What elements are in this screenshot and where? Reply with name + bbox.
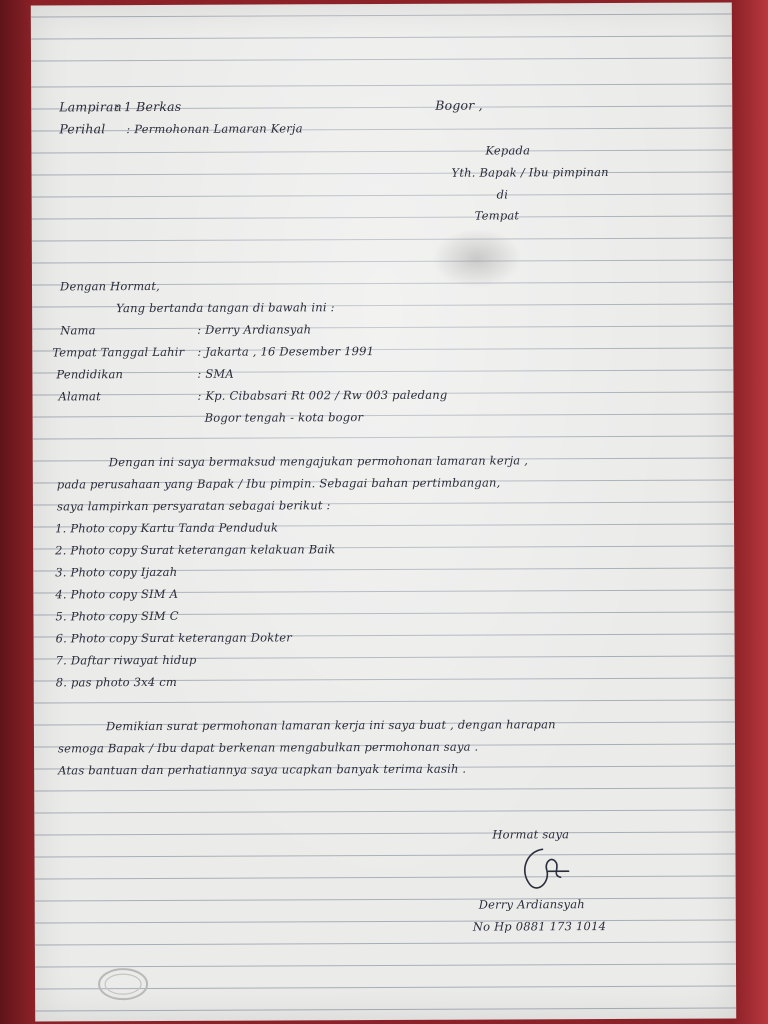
- identity-label-alamat: Alamat: [58, 389, 101, 404]
- recipient-di: di: [496, 187, 509, 202]
- place-date: Bogor ,: [435, 97, 483, 113]
- recipient-addressee: Yth. Bapak / Ibu pimpinan: [451, 165, 609, 180]
- identity-label-nama: Nama: [60, 323, 96, 338]
- body-line-1: Dengan ini saya bermaksud mengajukan permohonan lamaran kerja ,: [108, 453, 529, 470]
- list-item: 7. Daftar riwayat hidup: [55, 652, 197, 668]
- list-item: 3. Photo copy Ijazah: [55, 564, 178, 580]
- recipient-kepada: Kepada: [485, 143, 531, 158]
- closing-line-1: Demikian surat permohonan lamaran kerja ini saya buat , dengan harapan: [105, 717, 556, 734]
- list-item: 8. pas photo 3x4 cm: [55, 674, 177, 690]
- identity-label-ttl: Tempat Tanggal Lahir: [52, 344, 185, 360]
- closing-line-2: semoga Bapak / Ibu dapat berkenan mengabulkan permohonan saya .: [57, 739, 479, 756]
- perihal-value: : Permohonan Lamaran Kerja: [126, 121, 303, 137]
- identity-value-nama: : Derry Ardiansyah: [197, 322, 312, 337]
- lined-paper-sheet: [31, 2, 736, 1021]
- address-line-2: Bogor tengah - kota bogor: [204, 410, 364, 425]
- greeting: Dengan Hormat,: [59, 278, 161, 294]
- identity-value-ttl: : Jakarta , 16 Desember 1991: [197, 344, 375, 359]
- paper-brand-stamp: [97, 967, 149, 1001]
- list-item: 4. Photo copy SIM A: [55, 586, 179, 602]
- lampiran-value: : 1 Berkas: [115, 98, 182, 115]
- signoff-phone: No Hp 0881 173 1014: [472, 919, 607, 934]
- body-line-3: saya lampirkan persyaratan sebagai berikut :: [56, 498, 331, 514]
- signoff-name: Derry Ardiansyah: [478, 897, 585, 912]
- lampiran-label: Lampiran: [59, 99, 122, 115]
- paper-smudge: [432, 228, 522, 288]
- recipient-tempat: Tempat: [474, 208, 520, 223]
- identity-value-alamat: : Kp. Cibabsari Rt 002 / Rw 003 paledang: [197, 387, 448, 403]
- perihal-label: Perihal: [59, 121, 106, 137]
- list-item: 1. Photo copy Kartu Tanda Penduduk: [55, 520, 279, 536]
- list-item: 2. Photo copy Surat keterangan kelakuan Baik: [55, 542, 336, 558]
- intro-line: Yang bertanda tangan di bawah ini :: [116, 300, 335, 316]
- identity-label-pendidikan: Pendidikan: [56, 367, 124, 382]
- closing-line-3: Atas bantuan dan perhatiannya saya ucapkan banyak terima kasih .: [58, 761, 467, 778]
- body-line-2: pada perusahaan yang Bapak / Ibu pimpin. Sebagai bahan pertimbangan,: [56, 475, 501, 492]
- handwritten-signature: [512, 841, 582, 895]
- identity-value-pendidikan: : SMA: [197, 366, 234, 381]
- list-item: 5. Photo copy SIM C: [55, 608, 179, 624]
- list-item: 6. Photo copy Surat keterangan Dokter: [55, 630, 292, 646]
- signoff-salutation: Hormat saya: [492, 827, 570, 842]
